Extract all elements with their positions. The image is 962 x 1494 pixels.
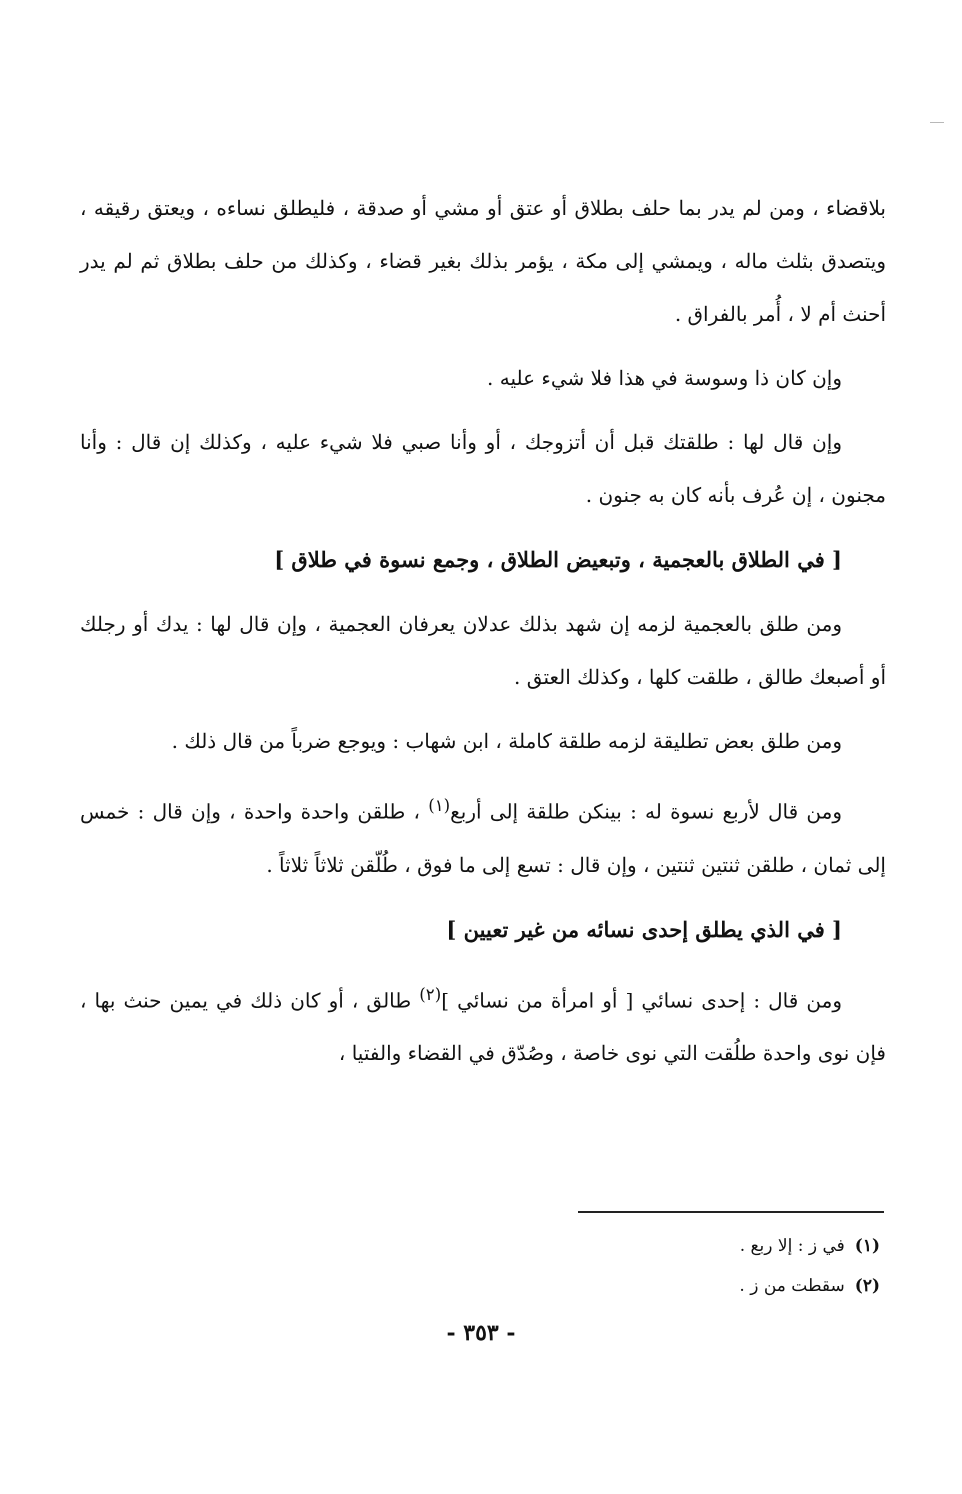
footnote-number: (١) [854, 1236, 880, 1256]
paragraph-4: ومن طلق بالعجمية لزمه إن شهد بذلك عدلان يعرفان العجمية ، وإن قال لها : يدك أو رجلك أو أصبعك طالق ، طلقت كلها ، وكذلك العتق . [80, 612, 886, 689]
footnote-ref-2: (٢) [419, 984, 442, 1004]
footnote-text: سقطت من ز . [739, 1276, 845, 1296]
footnote-divider [578, 1211, 884, 1213]
paragraph-7 [80, 968, 886, 1081]
page-number: - ٣٥٣ - [446, 1320, 516, 1346]
footnote-number: (٢) [854, 1276, 880, 1296]
paragraph-3: وإن قال لها : طلقتك قبل أن أتزوجك ، أو وأنا صبي فلا شيء عليه ، وكذلك إن قال : وأنا مجنون ، إن عُرف بأنه كان به جنون . [80, 430, 886, 507]
footnote-2 [500, 1266, 880, 1306]
footnote-text: في ز : إلا ربع . [739, 1236, 845, 1256]
footnote-ref-1: (١) [428, 796, 451, 815]
footnote-1 [500, 1226, 880, 1266]
main-text [80, 182, 886, 1091]
paragraph-7-start: ومن قال : إحدى نسائي [ أو امرأة من نسائي ] [441, 988, 842, 1013]
paragraph-7-end: طالق ، أو كان ذلك في يمين حنث بها ، فإن نوى واحدة طلُقت التي نوى خاصة ، وصُدّق في القضاء والفتيا ، [80, 988, 886, 1066]
footnotes [500, 1226, 880, 1306]
paragraph-6-end: ، طلقن واحدة واحدة ، وإن قال : خمس إلى ثمان ، طلقن ثنتين ثنتين ، وإن قال : تسع إلى ما فوق ، طُلّقن ثلاثاً ثلاثاً . [80, 799, 886, 877]
paragraph-5: ومن طلق بعض تطليقة لزمه طلقة كاملة ، ابن شهاب : ويوجع ضرباً من قال ذلك . [171, 729, 842, 753]
corner-mark [930, 122, 944, 123]
section-heading-1: [ في الطلاق بالعجمية ، وتبعيض الطلاق ، وجمع نسوة في طلاق ] [274, 547, 842, 572]
section-heading-2: [ في الذي يطلق إحدى نسائه من غير تعيين ] [446, 916, 842, 942]
paragraph-2: وإن كان ذا وسوسة في هذا فلا شيء عليه . [487, 366, 842, 390]
paragraph-6 [80, 779, 886, 892]
paragraph-6-start: ومن قال لأربع نسوة له : بينكن طلقة إلى أربع [450, 799, 843, 824]
paragraph-1: بلاقضاء ، ومن لم يدر بما حلف بطلاق أو عتق أو مشي أو صدقة ، فليطلق نساءه ، ويعتق رقيقه ، ويتصدق بثلث ماله ، ويمشي إلى مكة ، يؤمر بذلك بغير قضاء ، وكذلك من حلف بطلاق ثم لم يدر أحنث أم لا ، أُمر بالفراق . [80, 196, 886, 326]
